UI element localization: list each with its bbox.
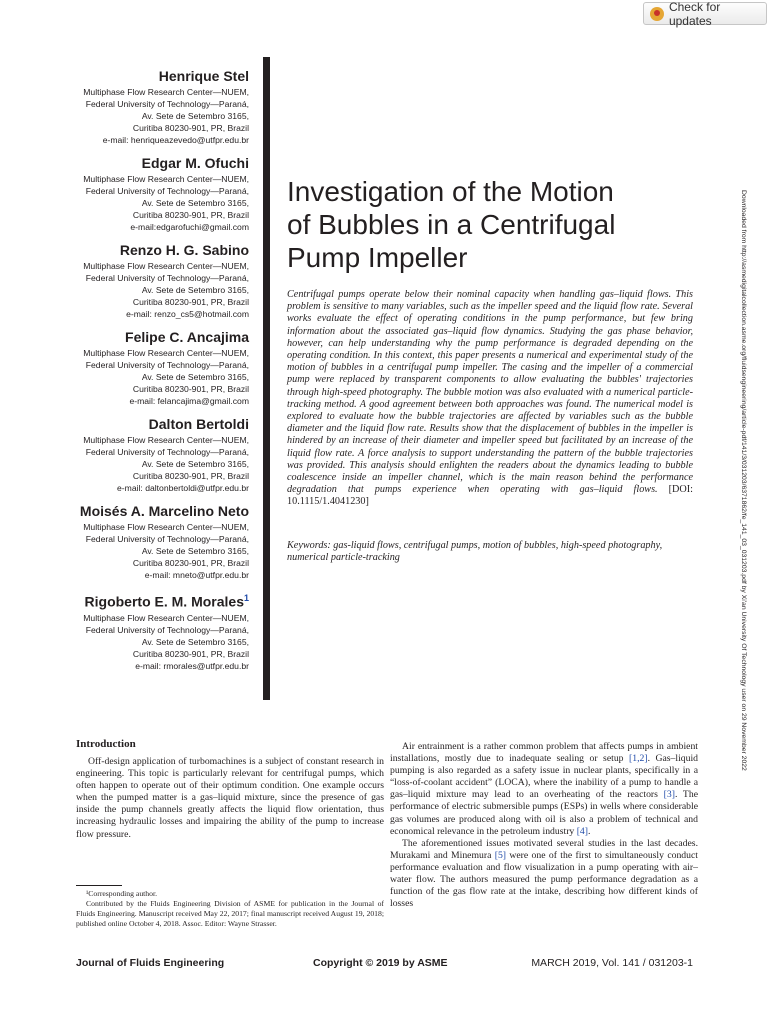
vertical-divider (263, 57, 270, 700)
body-column-right (390, 741, 698, 910)
check-for-updates-button[interactable] (643, 0, 767, 28)
footnote-contribution: Contributed by the Fluids Engineering Division of ASME for publication in the Journal of Fluids Engineering. Manuscript received May 22, 2017; final manuscript received August 19, 2018; published online October 4, 2018. Assoc. Editor: Wayne Strasser. (76, 899, 384, 928)
footnote-rule (76, 885, 122, 886)
footnote-marker-link[interactable]: 1 (243, 593, 249, 603)
author-address: Curitiba 80230-901, PR, Brazil (132, 384, 249, 394)
author-block (60, 503, 249, 581)
author-name: Edgar M. Ofuchi (141, 155, 249, 171)
author-affiliation: Federal University of Technology—Paraná, (85, 534, 249, 544)
author-affiliation: Multiphase Flow Research Center—NUEM, (83, 174, 249, 184)
author-address: Av. Sete de Setembro 3165, (141, 111, 249, 121)
author-address: Curitiba 80230-901, PR, Brazil (132, 210, 249, 220)
author-address: Av. Sete de Setembro 3165, (141, 459, 249, 469)
citation-link[interactable]: [5] (494, 849, 507, 861)
author-affiliation: Federal University of Technology—Paraná, (85, 186, 249, 196)
author-email: e-mail:edgarofuchi@gmail.com (130, 222, 249, 232)
author-name: Henrique Stel (158, 68, 249, 84)
author-list (60, 68, 249, 681)
author-affiliation: Federal University of Technology—Paraná, (85, 273, 249, 283)
section-heading-introduction: Introduction (76, 738, 136, 750)
body-column-left (76, 756, 384, 841)
paragraph: The aforementioned issues motivated several studies in the last decades. Murakami and Minemura [5] were one of the first to simultaneously conduct performance evaluation and flow visualization in a pump operating with air–water flow. The authors measured the pump performance degradation as a function of the gas flow rate at the intake, describing how different kinds of losses (390, 837, 698, 910)
author-address: Av. Sete de Setembro 3165, (141, 546, 249, 556)
crossmark-icon (650, 7, 664, 21)
abstract-text: Centrifugal pumps operate below their nominal capacity when handling gas–liquid flows. This problem is sensitive to many variables, such as the impeller speed and the liquid flow rate. Several works evaluate the effect of operating conditions in the pump performance, but few bring information about the associated gas–liquid flow dynamics. Studying the gas phase behavior, however, can help understanding why the pump performance is degraded depending on the operating condition. In this context, this paper presents a numerical and experimental study of the motion of bubbles in a centrifugal pump impeller. The casing and the impeller of a commercial pump were replaced by transparent components to allow evaluating the bubbles' trajectories through high-speed photography. The bubble motion was also evaluated with a numerical particle-tracking method. A good agreement between both approaches was found. The numerical model is explored to evaluate how the bubble trajectories are affected by variables such as the bubble diameter and the liquid flow rate. Results show that the displacement of bubbles in the impeller is hindered by an increase of their diameter and impeller speed but facilitated by an increase of the liquid flow rate. A force analysis to support understanding the pattern of the bubble trajectories was provided. This analysis should enlighten the readers about the dynamics leading to bubble coalescence inside an impeller channel, which is the main reason behind the performance degradation that pumps experience when operating with gas–liquid flows. (287, 289, 693, 496)
author-block (60, 242, 249, 320)
author-affiliation: Multiphase Flow Research Center—NUEM, (83, 435, 249, 445)
author-email: e-mail: daltonbertoldi@utfpr.edu.br (117, 483, 249, 493)
author-name: Felipe C. Ancajima (125, 329, 249, 345)
author-name: Moisés A. Marcelino Neto (79, 503, 249, 519)
author-affiliation: Federal University of Technology—Paraná, (85, 624, 249, 635)
author-address: Av. Sete de Setembro 3165, (141, 285, 249, 295)
author-address: Curitiba 80230-901, PR, Brazil (132, 648, 249, 659)
author-email: e-mail: renzo_cs5@hotmail.com (126, 309, 249, 319)
author-block (60, 590, 249, 672)
author-affiliation: Multiphase Flow Research Center—NUEM, (83, 612, 249, 623)
author-email: e-mail: felancajima@gmail.com (129, 396, 249, 406)
title-line: Pump Impeller (287, 242, 468, 273)
author-affiliation: Multiphase Flow Research Center—NUEM, (83, 522, 249, 532)
doi-link[interactable]: [DOI: 10.1115/1.4041230] (287, 484, 693, 508)
author-address: Curitiba 80230-901, PR, Brazil (132, 297, 249, 307)
author-email: e-mail: henriqueazevedo@utfpr.edu.br (102, 135, 249, 145)
citation-link[interactable]: [1,2] (629, 753, 648, 765)
citation-link[interactable]: [3] (663, 789, 675, 801)
author-address: Curitiba 80230-901, PR, Brazil (132, 471, 249, 481)
footnote-corresponding: ¹Corresponding author. (86, 889, 158, 898)
author-affiliation: Federal University of Technology—Paraná, (85, 99, 249, 109)
author-affiliation: Multiphase Flow Research Center—NUEM, (83, 261, 249, 271)
footer-copyright: Copyright © 2019 by ASME (313, 957, 448, 969)
paragraph: Off-design application of turbomachines is a subject of constant research in engineering. This topic is particularly relevant for centrifugal pumps, which often happen to operate out of their optimum condition. One example occurs when the pumped matter is a gas–liquid mixture, since the presence of gas inside the pump channels greatly affects the liquid flow orientation, thus increasing hydraulic losses and impairing the ability of the pump to increase flow pressure. (76, 756, 384, 840)
author-address: Curitiba 80230-901, PR, Brazil (132, 558, 249, 568)
title-line: of Bubbles in a Centrifugal (287, 209, 616, 240)
footer-issue: MARCH 2019, Vol. 141 / 031203-1 (531, 957, 693, 969)
author-block (60, 416, 249, 494)
title-line: Investigation of the Motion (287, 176, 614, 207)
author-block (60, 155, 249, 233)
author-address: Curitiba 80230-901, PR, Brazil (132, 123, 249, 133)
author-affiliation: Multiphase Flow Research Center—NUEM, (83, 87, 249, 97)
download-notice (735, 190, 747, 850)
keywords: Keywords: gas-liquid flows, centrifugal pumps, motion of bubbles, high-speed photography, numerical particle-tracking (287, 540, 663, 564)
footnotes (76, 889, 384, 929)
citation-link[interactable]: [4] (576, 825, 588, 837)
author-email: e-mail: rmorales@utfpr.edu.br (135, 660, 249, 671)
author-block (60, 68, 249, 146)
footer-journal: Journal of Fluids Engineering (76, 957, 225, 969)
author-address: Av. Sete de Setembro 3165, (141, 636, 249, 647)
author-name (60, 590, 249, 611)
download-notice-text: Downloaded from http://asmedigitalcollection.asme.org/fluidsengineering/article-pdf/141/3/031203/6371862/fe_141_03_031203.pdf by Xi'an University Of Technology user on 29 November 2022 (740, 190, 747, 771)
author-address: Av. Sete de Setembro 3165, (141, 198, 249, 208)
author-affiliation: Multiphase Flow Research Center—NUEM, (83, 348, 249, 358)
author-block (60, 329, 249, 407)
author-address: Av. Sete de Setembro 3165, (141, 372, 249, 382)
author-affiliation: Federal University of Technology—Paraná, (85, 360, 249, 370)
corresponding-author-name: Rigoberto E. M. Morales (84, 593, 244, 610)
paper-title (287, 175, 647, 274)
author-affiliation: Federal University of Technology—Paraná, (85, 447, 249, 457)
check-for-updates-label: Check for updates (668, 0, 721, 28)
author-email: e-mail: mneto@utfpr.edu.br (144, 570, 249, 580)
abstract (287, 289, 693, 509)
paragraph: Air entrainment is a rather common problem that affects pumps in ambient installations, mostly due to inadequate sealing or setup [1,2]. Gas–liquid pumping is also regarded as a safety issue in nuclear plants, specifically in a “loss-of-coolant accident” (LOCA), where the inability of a pump to handle a gas–liquid mixture may lead to an overheating of the reactors [3]. The performance of electric submersible pumps (ESPs) in wells where considerable gas volumes are produced along with oil is also a problem of technical and economical relevance in the petroleum industry [4]. (390, 741, 698, 837)
author-name: Renzo H. G. Sabino (119, 242, 249, 258)
author-name: Dalton Bertoldi (148, 416, 249, 432)
